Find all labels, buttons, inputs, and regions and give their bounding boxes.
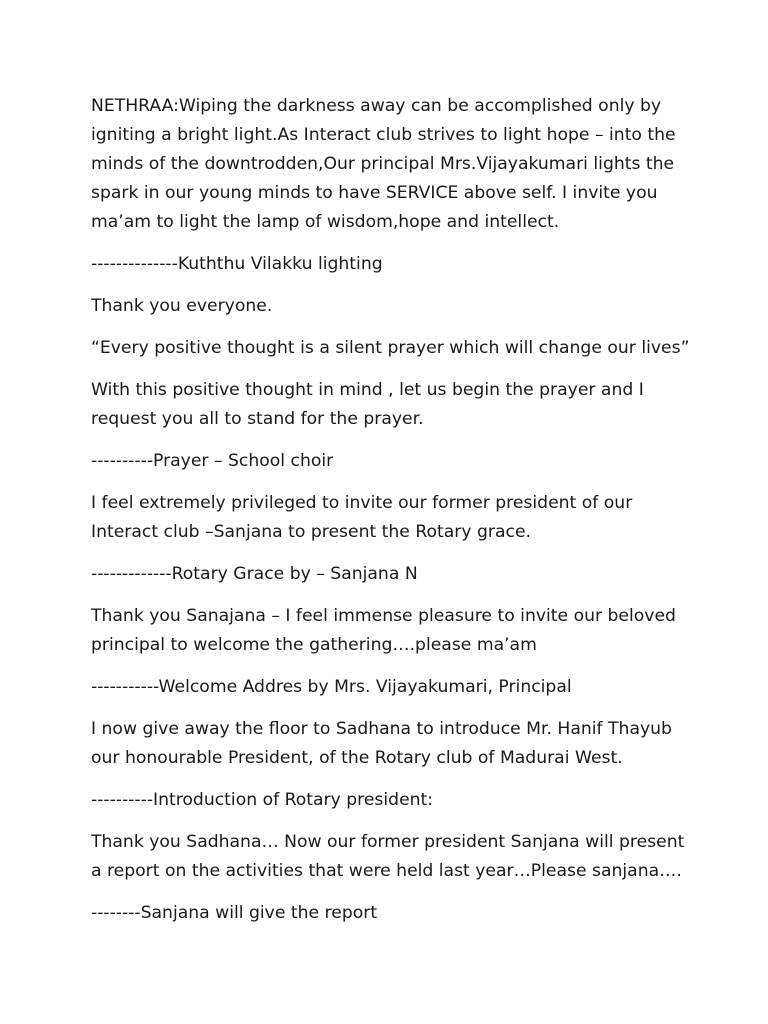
paragraph-report: --------Sanjana will give the report — [91, 903, 378, 923]
paragraph-welcome-address: -----------Welcome Addres by Mrs. Vijayakumari, Principal — [91, 677, 572, 697]
paragraph-welcome-invite: Thank you Sanajana – I feel immense pleasure to invite our beloved principal to welcome the gathering….please ma’am — [91, 606, 676, 655]
document-body — [91, 92, 691, 941]
paragraph-quote: “Every positive thought is a silent prayer which will change our lives” — [91, 338, 690, 358]
paragraph-rotary-grace: -------------Rotary Grace by – Sanjana N — [91, 564, 418, 584]
paragraph-grace-invite: I feel extremely privileged to invite our former president of our Interact club –Sanjana to present the Rotary grace. — [91, 493, 633, 542]
paragraph-lamp-lighting: --------------Kuththu Vilakku lighting — [91, 254, 383, 274]
paragraph-report-invite: Thank you Sadhana… Now our former president Sanjana will present a report on the activities that were held last year…Please sanjana…. — [91, 832, 685, 881]
paragraph-intro: NETHRAA:Wiping the darkness away can be accomplished only by igniting a bright light.As Interact club strives to light hope – into the minds of the downtrodden,Our principal Mrs.Vijayakumari lights the spark in our young minds to have SERVICE above self. I invite you ma’am to light the lamp of wisdom,hope and intellect. — [91, 96, 676, 232]
paragraph-prayer-invite: With this positive thought in mind , let us begin the prayer and I request you all to stand for the prayer. — [91, 380, 644, 429]
paragraph-prayer: ----------Prayer – School choir — [91, 451, 334, 471]
paragraph-introduction-invite: I now give away the floor to Sadhana to introduce Mr. Hanif Thayub our honourable President, of the Rotary club of Madurai West. — [91, 719, 672, 768]
paragraph-introduction: ----------Introduction of Rotary president: — [91, 790, 434, 810]
paragraph-thanks: Thank you everyone. — [91, 296, 273, 316]
